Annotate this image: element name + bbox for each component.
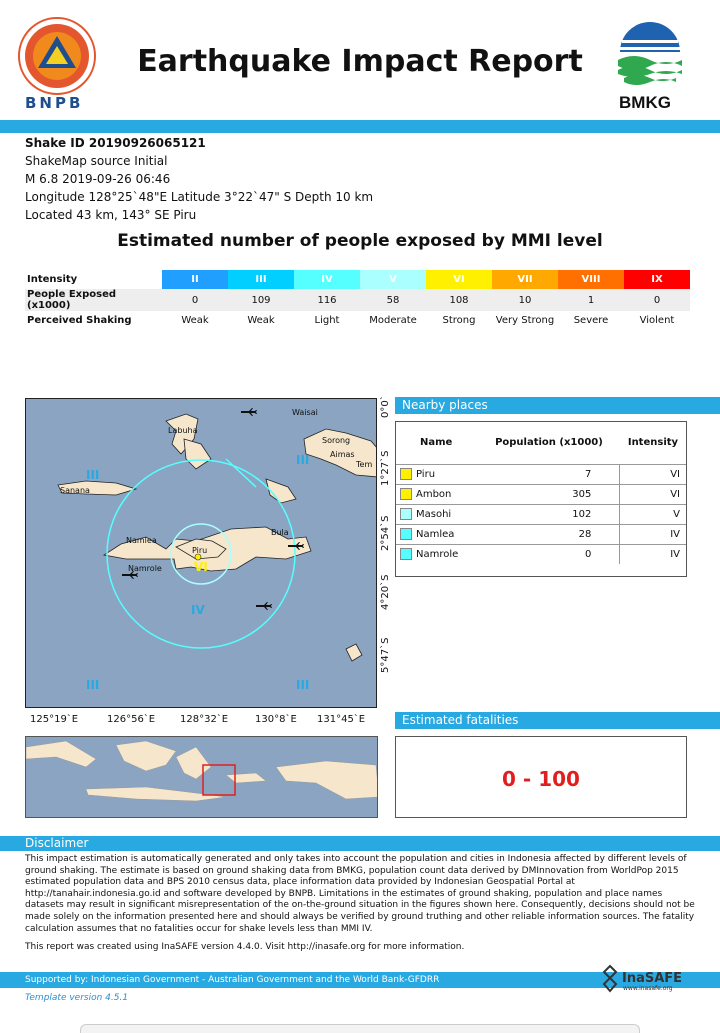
lon-tick: 130°8`E [255, 714, 297, 725]
report-header [0, 0, 720, 118]
magnitude-time: M 6.8 2019-09-26 06:46 [25, 172, 171, 186]
place-label: Sanana [60, 486, 90, 495]
place-name-cell [396, 484, 478, 504]
col-population: Population (x1000) [495, 437, 603, 449]
bmkg-logo-icon [614, 22, 686, 92]
fatalities-header: Estimated fatalities [395, 712, 720, 729]
mmi-level-cell: VI [426, 270, 492, 289]
intensity-row [25, 270, 690, 289]
shake-id: Shake ID 20190926065121 [25, 136, 206, 150]
mmi-level-cell: VIII [558, 270, 624, 289]
viewer-bottom-strip [80, 1024, 640, 1033]
nearby-place-row [396, 464, 686, 484]
lat-tick: 0°0` [380, 395, 391, 418]
people-exposed-cell: 0 [162, 289, 228, 311]
mmi-level-cell: III [228, 270, 294, 289]
place-name-cell [396, 464, 478, 484]
mmi-map-label: III [296, 453, 310, 467]
fatalities-panel [395, 736, 687, 818]
intensity-swatch-icon [400, 488, 412, 500]
mmi-map-label: III [86, 678, 100, 692]
intensity-swatch-icon [400, 468, 412, 480]
inasafe-url: www.inasafe.org [623, 985, 673, 992]
intensity-swatch-icon [400, 508, 412, 520]
mmi-level-cell: II [162, 270, 228, 289]
place-population: 0 [585, 548, 592, 560]
lat-tick: 2°54`S [380, 515, 391, 551]
header-divider-bar [0, 120, 720, 133]
bnpb-wordmark: BNPB [25, 94, 84, 112]
people-exposed-cell: 108 [426, 289, 492, 311]
people-exposed-cell: 116 [294, 289, 360, 311]
place-name-cell [396, 524, 478, 544]
nearby-place-row [396, 524, 686, 544]
people-exposed-cell: 58 [360, 289, 426, 311]
intensity-swatch-icon [400, 528, 412, 540]
nearby-places-header: Nearby places [395, 397, 720, 414]
lon-tick: 128°32`E [180, 714, 229, 725]
place-label: Bula [271, 528, 289, 537]
place-label: Labuha [168, 426, 198, 435]
intensity-swatch-icon [400, 548, 412, 560]
people-exposed-cell: 1 [558, 289, 624, 311]
mmi-map-label: III [296, 678, 310, 692]
nearby-place-row [396, 484, 686, 504]
place-population: 305 [572, 488, 592, 500]
airport-icons [122, 408, 304, 610]
fatalities-value: 0 - 100 [502, 767, 580, 791]
place-name: Ambon [416, 489, 452, 500]
place-name: Masohi [416, 509, 452, 520]
people-exposed-row [25, 289, 690, 311]
perceived-shaking-cell: Strong [442, 315, 476, 326]
mmi-exposure-table [25, 270, 690, 330]
inasafe-version-note: This report was created using InaSAFE version 4.4.0. Visit http://inasafe.org for more information. [25, 942, 465, 952]
place-intensity: VI [620, 484, 686, 504]
lat-tick: 1°27`S [380, 450, 391, 486]
mmi-map-label: IV [191, 603, 205, 617]
lon-tick: 131°45`E [317, 714, 366, 725]
page-title: Earthquake Impact Report [137, 44, 583, 79]
lat-tick: 4°20`S [380, 574, 391, 610]
mmi-map-label: III [86, 468, 100, 482]
place-population: 102 [572, 508, 592, 520]
shakemap-source: ShakeMap source Initial [25, 154, 168, 168]
people-exposed-cell: 109 [228, 289, 294, 311]
place-population: 7 [585, 468, 592, 480]
inasafe-wordmark: InaSAFE [622, 971, 683, 986]
nearby-place-row [396, 504, 686, 524]
perceived-shaking-row [25, 311, 690, 330]
place-name-cell [396, 504, 478, 524]
place-name: Namrole [416, 549, 459, 561]
bmkg-wordmark: BMKG [619, 93, 671, 112]
mmi-level-cell: V [360, 270, 426, 289]
event-coordinates: Longitude 128°25`48"E Latitude 3°22`47" S Depth 10 km [25, 190, 374, 204]
lat-tick: 5°47`S [380, 637, 391, 673]
shakemap-svg [26, 399, 377, 708]
lon-tick: 126°56`E [107, 714, 156, 725]
place-name-cell [396, 544, 478, 564]
col-intensity: Intensity [627, 437, 679, 449]
place-label: Namrole [128, 564, 162, 573]
people-exposed-cell: 0 [624, 289, 690, 311]
perceived-shaking-cell: Moderate [369, 315, 417, 326]
col-name: Name [420, 437, 453, 449]
place-population: 28 [578, 528, 592, 540]
place-label: Tem [356, 460, 373, 469]
mmi-level-cell: IX [624, 270, 690, 289]
people-exposed-cell: 10 [492, 289, 558, 311]
place-label: Piru [192, 546, 208, 555]
nearby-places-panel [395, 421, 687, 577]
nearby-places-table [396, 422, 686, 564]
place-intensity: VI [620, 464, 686, 484]
supported-by-bar: Supported by: Indonesian Government - Australian Government and the World Bank-GFDRR [0, 972, 720, 988]
mmi-map-label: VI [194, 560, 208, 574]
nearby-place-row [396, 544, 686, 564]
place-label: Waisai [292, 408, 318, 417]
perceived-shaking-cell: Weak [181, 315, 209, 326]
overview-map [25, 736, 378, 818]
place-name: Namlea [416, 529, 455, 540]
exposure-title: Estimated number of people exposed by MMI level [117, 231, 603, 251]
place-name: Piru [416, 469, 436, 480]
overview-map-svg [26, 737, 378, 818]
perceived-shaking-cell: Weak [247, 315, 275, 326]
latitude-axis [378, 395, 394, 708]
disclaimer-header: Disclaimer [0, 836, 720, 851]
perceived-shaking-cell: Violent [639, 315, 675, 326]
perceived-shaking-cell: Very Strong [495, 315, 555, 326]
nearby-header-row [396, 422, 686, 464]
mmi-level-cell: VII [492, 270, 558, 289]
perceived-shaking-cell: Severe [573, 315, 609, 326]
intensity-row-label: Intensity [27, 274, 78, 285]
shakemap-map [25, 398, 377, 708]
perceived-shaking-row-label: Perceived Shaking [27, 315, 132, 326]
people-exposed-row-label: People Exposed (x1000) [25, 289, 162, 311]
disclaimer-text: This impact estimation is automatically generated and only takes into account the population and cities in Indonesia affected by different levels of ground shaking. The estimate is based on ground shaking data from BMKG, population count data derived by DMInnovation from WorldPop 2015 estimated population data and BPS 2010 census data, place information data provided by Indonesian Geospatial Portal at http://tanahair.indonesia.go.id and software developed by BNPB. Limitations in the estimates of ground shaking, population and place names datasets may result in significant misrepresentation of the on-the-ground situation in the figures shown here. Consequently, decisions should not be made solely on the information presented here and should always be verified by ground truthing and other reliable information sources. The fatality calculation assumes that no fatalities occur for shake levels less than MMI IV. [25, 854, 695, 934]
place-intensity: V [620, 504, 686, 524]
longitude-axis [25, 714, 377, 728]
place-intensity: IV [620, 524, 686, 544]
mmi-level-cell: IV [294, 270, 360, 289]
place-label: Sorong [322, 436, 351, 445]
place-label: Aimas [330, 450, 355, 459]
event-info [25, 134, 373, 224]
event-located: Located 43 km, 143° SE Piru [25, 208, 197, 222]
lon-tick: 125°19`E [30, 714, 79, 725]
place-intensity: IV [620, 544, 686, 564]
place-label: Namlea [126, 536, 157, 545]
template-version: Template version 4.5.1 [25, 993, 129, 1003]
perceived-shaking-cell: Light [314, 315, 340, 326]
